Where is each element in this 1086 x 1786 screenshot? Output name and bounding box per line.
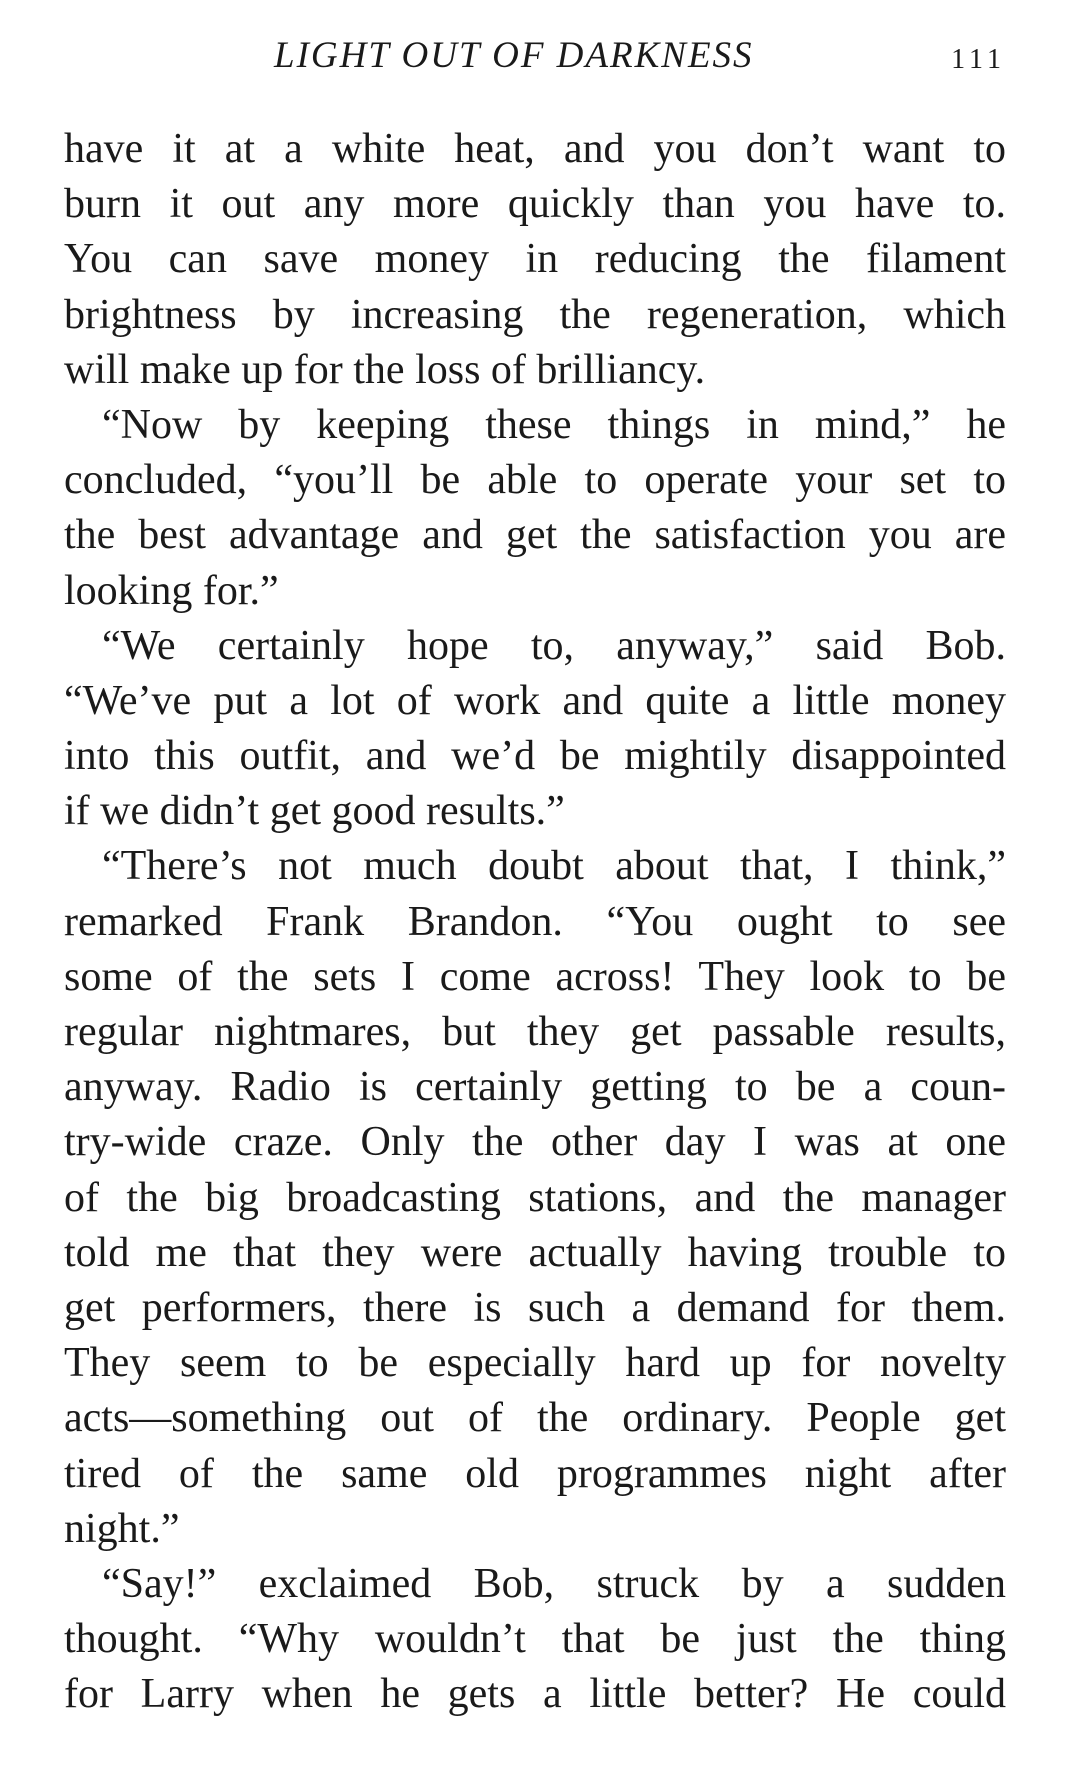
text-line: for Larry when he gets a little better? He could [64,1671,1006,1718]
running-head [64,30,1006,90]
text-line: if we didn’t get good results.” [64,788,565,835]
text-line: tired of the same old programmes night after [64,1450,1006,1497]
text-line: regular nightmares, but they get passable results, [64,1009,1006,1055]
text-line: anyway. Radio is certainly getting to be a coun- [64,1064,1006,1111]
text-line: “Now by keeping these things in mind,” he [102,401,1006,448]
text-line: some of the sets I come across! They look to be [64,953,1006,1000]
text-line: looking for.” [64,567,279,614]
text-line: “We’ve put a lot of work and quite a little money [64,677,1006,724]
text-line: will make up for the loss of brilliancy. [64,346,706,393]
running-title: LIGHT OUT OF DARKNESS [274,35,754,76]
text-line: told me that they were actually having trouble to [64,1229,1006,1276]
text-line: of the big broadcasting stations, and the manager [64,1174,1006,1221]
text-line: try-wide craze. Only the other day I was at one [64,1119,1006,1166]
text-line: thought. “Why wouldn’t that be just the thing [64,1616,1006,1663]
text-line: acts—something out of the ordinary. People get [64,1395,1006,1442]
text-line: They seem to be especially hard up for novelty [64,1340,1006,1387]
text-line: get performers, there is such a demand for them. [64,1284,1006,1331]
text-line: “There’s not much doubt about that, I think,” [102,843,1006,890]
text-line: You can save money in reducing the filament [64,236,1006,283]
text-line: into this outfit, and we’d be mightily disappointed [64,733,1006,780]
page-number: 111 [951,44,1006,75]
text-line: night.” [64,1505,180,1552]
text-line: burn it out any more quickly than you have to. [64,181,1006,228]
text-line: concluded, “you’ll be able to operate your set to [64,457,1006,504]
text-line: “We certainly hope to, anyway,” said Bob. [102,622,1006,669]
text-line: “Say!” exclaimed Bob, struck by a sudden [102,1560,1006,1607]
body-text [64,122,1006,1722]
text-line: brightness by increasing the regeneration, which [64,291,1006,338]
text-line: the best advantage and get the satisfaction you are [64,512,1006,559]
text-line: remarked Frank Brandon. “You ought to see [64,898,1006,945]
text-line: have it at a white heat, and you don’t want to [64,126,1006,172]
